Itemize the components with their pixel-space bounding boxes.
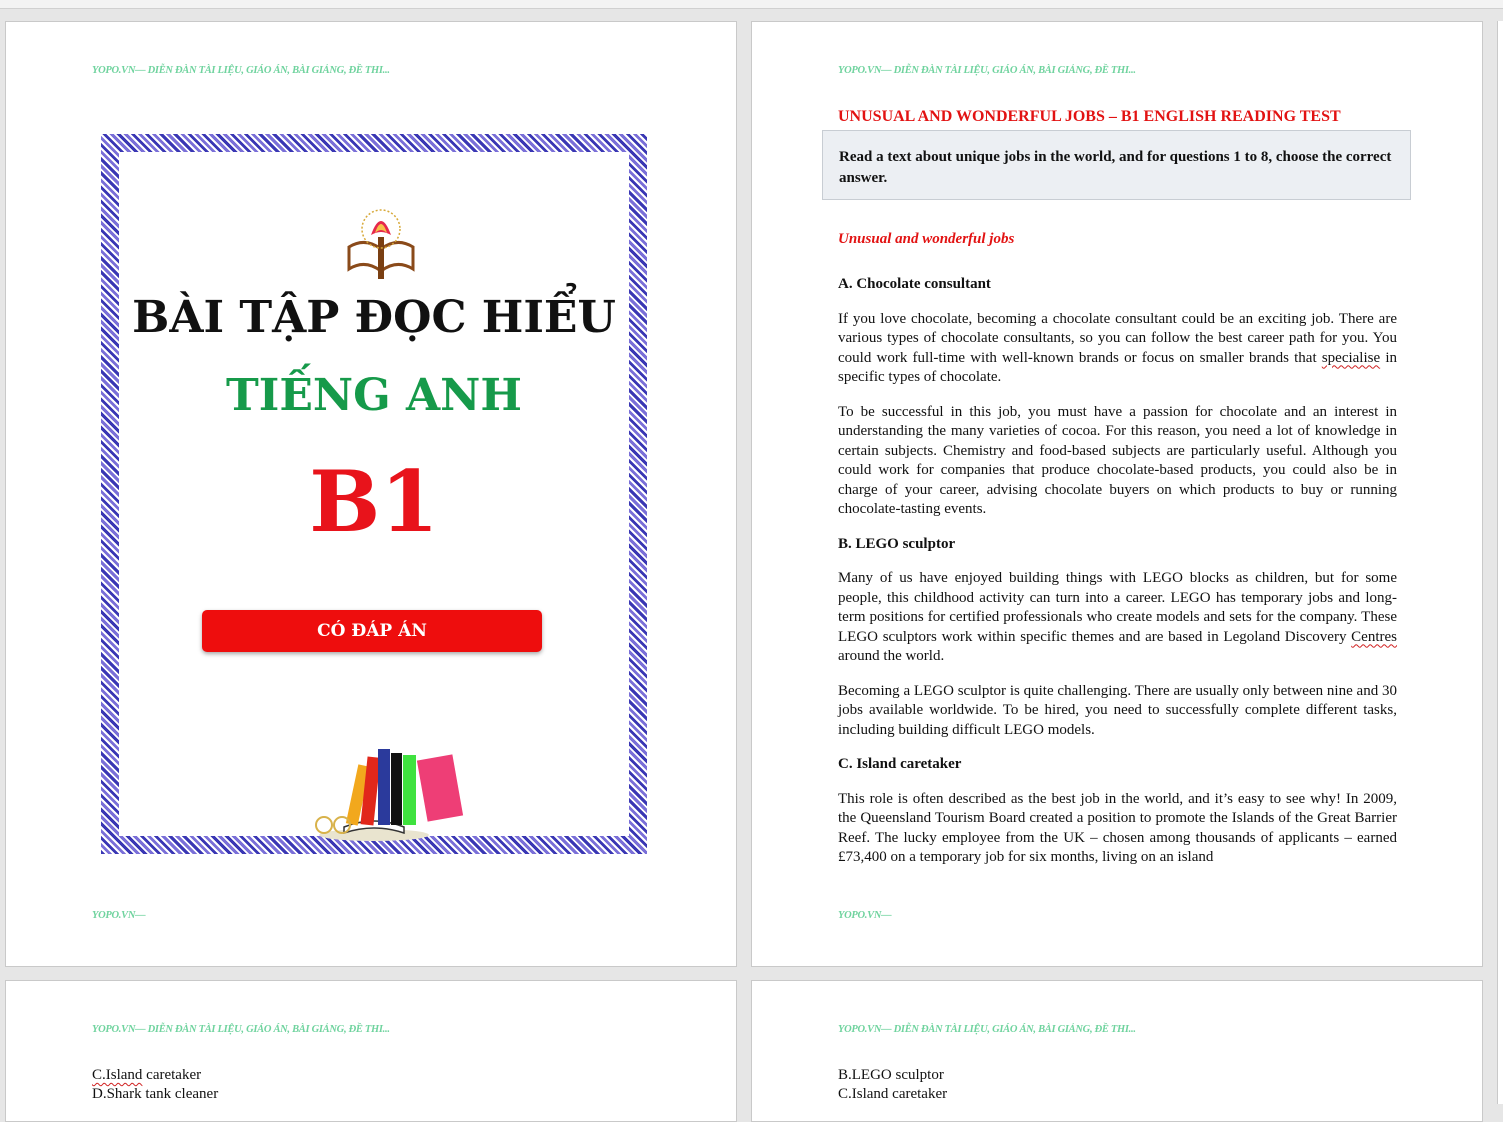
answer-option: D.Shark tank cleaner [92,1086,219,1102]
cover-frame [101,134,647,854]
paragraph: To be successful in this job, you must have a passion for chocolate and an interest in understanding the many varieties of cocoa. For this reason, you need a lot of knowledge in certain subjects. Chemistry and food-based subjects are particularly useful. Although you could work for companies that produce chocolate-based products, you could also be in charge of your career, advising chocolate buyers on which products to buy or running chocolate-tasting events. [838,403,1397,517]
cover-level: B1 [309,452,439,551]
cover-subtitle: TIẾNG ANH [226,370,522,421]
instruction-box: Read a text about unique jobs in the world, and for questions 1 to 8, choose the correct answer. [822,130,1411,200]
page-header: YOPO.VN— DIỄN ĐÀN TÀI LIỆU, GIÁO ÁN, BÀI GIẢNG, ĐỀ THI... [838,1024,1136,1035]
document-page-3 [5,980,737,1122]
page-footer: YOPO.VN— [92,910,146,921]
answer-banner: CÓ ĐÁP ÁN [202,610,542,652]
books-illustration-icon [304,735,474,845]
book-torch-emblem-icon [341,207,421,282]
document-page-cover [5,21,737,967]
next-page-edge [1497,21,1503,1104]
reading-body [838,275,1397,883]
top-toolbar-strip [0,0,1503,9]
reading-subtitle: Unusual and wonderful jobs [838,231,1015,247]
spelling-flag[interactable]: specialise [1321,349,1381,366]
section-heading-c: C. Island caretaker [838,756,962,772]
page-header: YOPO.VN— DIỄN ĐÀN TÀI LIỆU, GIÁO ÁN, BÀI GIẢNG, ĐỀ THI... [92,1024,390,1035]
page-header: YOPO.VN— DIỄN ĐÀN TÀI LIỆU, GIÁO ÁN, BÀI GIẢNG, ĐỀ THI... [838,65,1136,76]
paragraph: Becoming a LEGO sculptor is quite challenging. There are usually only between nine and 30 jobs available worldwide. To be hired, you need to successfully complete different tasks, including building difficult LEGO models. [838,682,1397,738]
answer-option: C.Island caretaker [838,1086,948,1102]
paragraph: This role is often described as the best job in the world, and it’s easy to see why! In 2009, the Queensland Tourism Board created a position to promote the Islands of the Great Barrier Reef. The lucky employee from the UK – chosen among thousands of applicants – earned £73,400 on a temporary job for six months, living on an island [838,790,1397,865]
section-heading-a: A. Chocolate consultant [838,276,991,292]
answer-option: C.Island caretaker [92,1067,202,1083]
section-heading-b: B. LEGO sculptor [838,535,956,552]
page-header: YOPO.VN— DIỄN ĐÀN TÀI LIỆU, GIÁO ÁN, BÀI GIẢNG, ĐỀ THI... [92,65,390,76]
paragraph: If you love chocolate, becoming a chocolate consultant could be an exciting job. There are various types of chocolate consultants, so you can follow the best career path for you. You could work full-time with well-known brands or focus on smaller brands that specialise in specific types of chocolate. [838,310,1397,385]
reading-title: UNUSUAL AND WONDERFUL JOBS – B1 ENGLISH READING TEST [838,108,1341,125]
document-page-reading [751,21,1483,967]
document-page-4 [751,980,1483,1122]
cover-title: BÀI TẬP ĐỌC HIỂU [132,292,616,343]
paragraph: Many of us have enjoyed building things with LEGO blocks as children, but for some people, this childhood activity can turn into a career. LEGO has temporary jobs and long-term positions for certified professionals who create models and sets for the company. These LEGO sculptors work within specific themes and are based in Legoland Discovery Centres around the world. [838,570,1397,664]
page-footer: YOPO.VN— [838,910,892,921]
answer-option: B.LEGO sculptor [838,1067,944,1083]
spelling-flag[interactable]: Centres [1351,628,1397,645]
spelling-flag[interactable]: C.Island [92,1067,143,1083]
